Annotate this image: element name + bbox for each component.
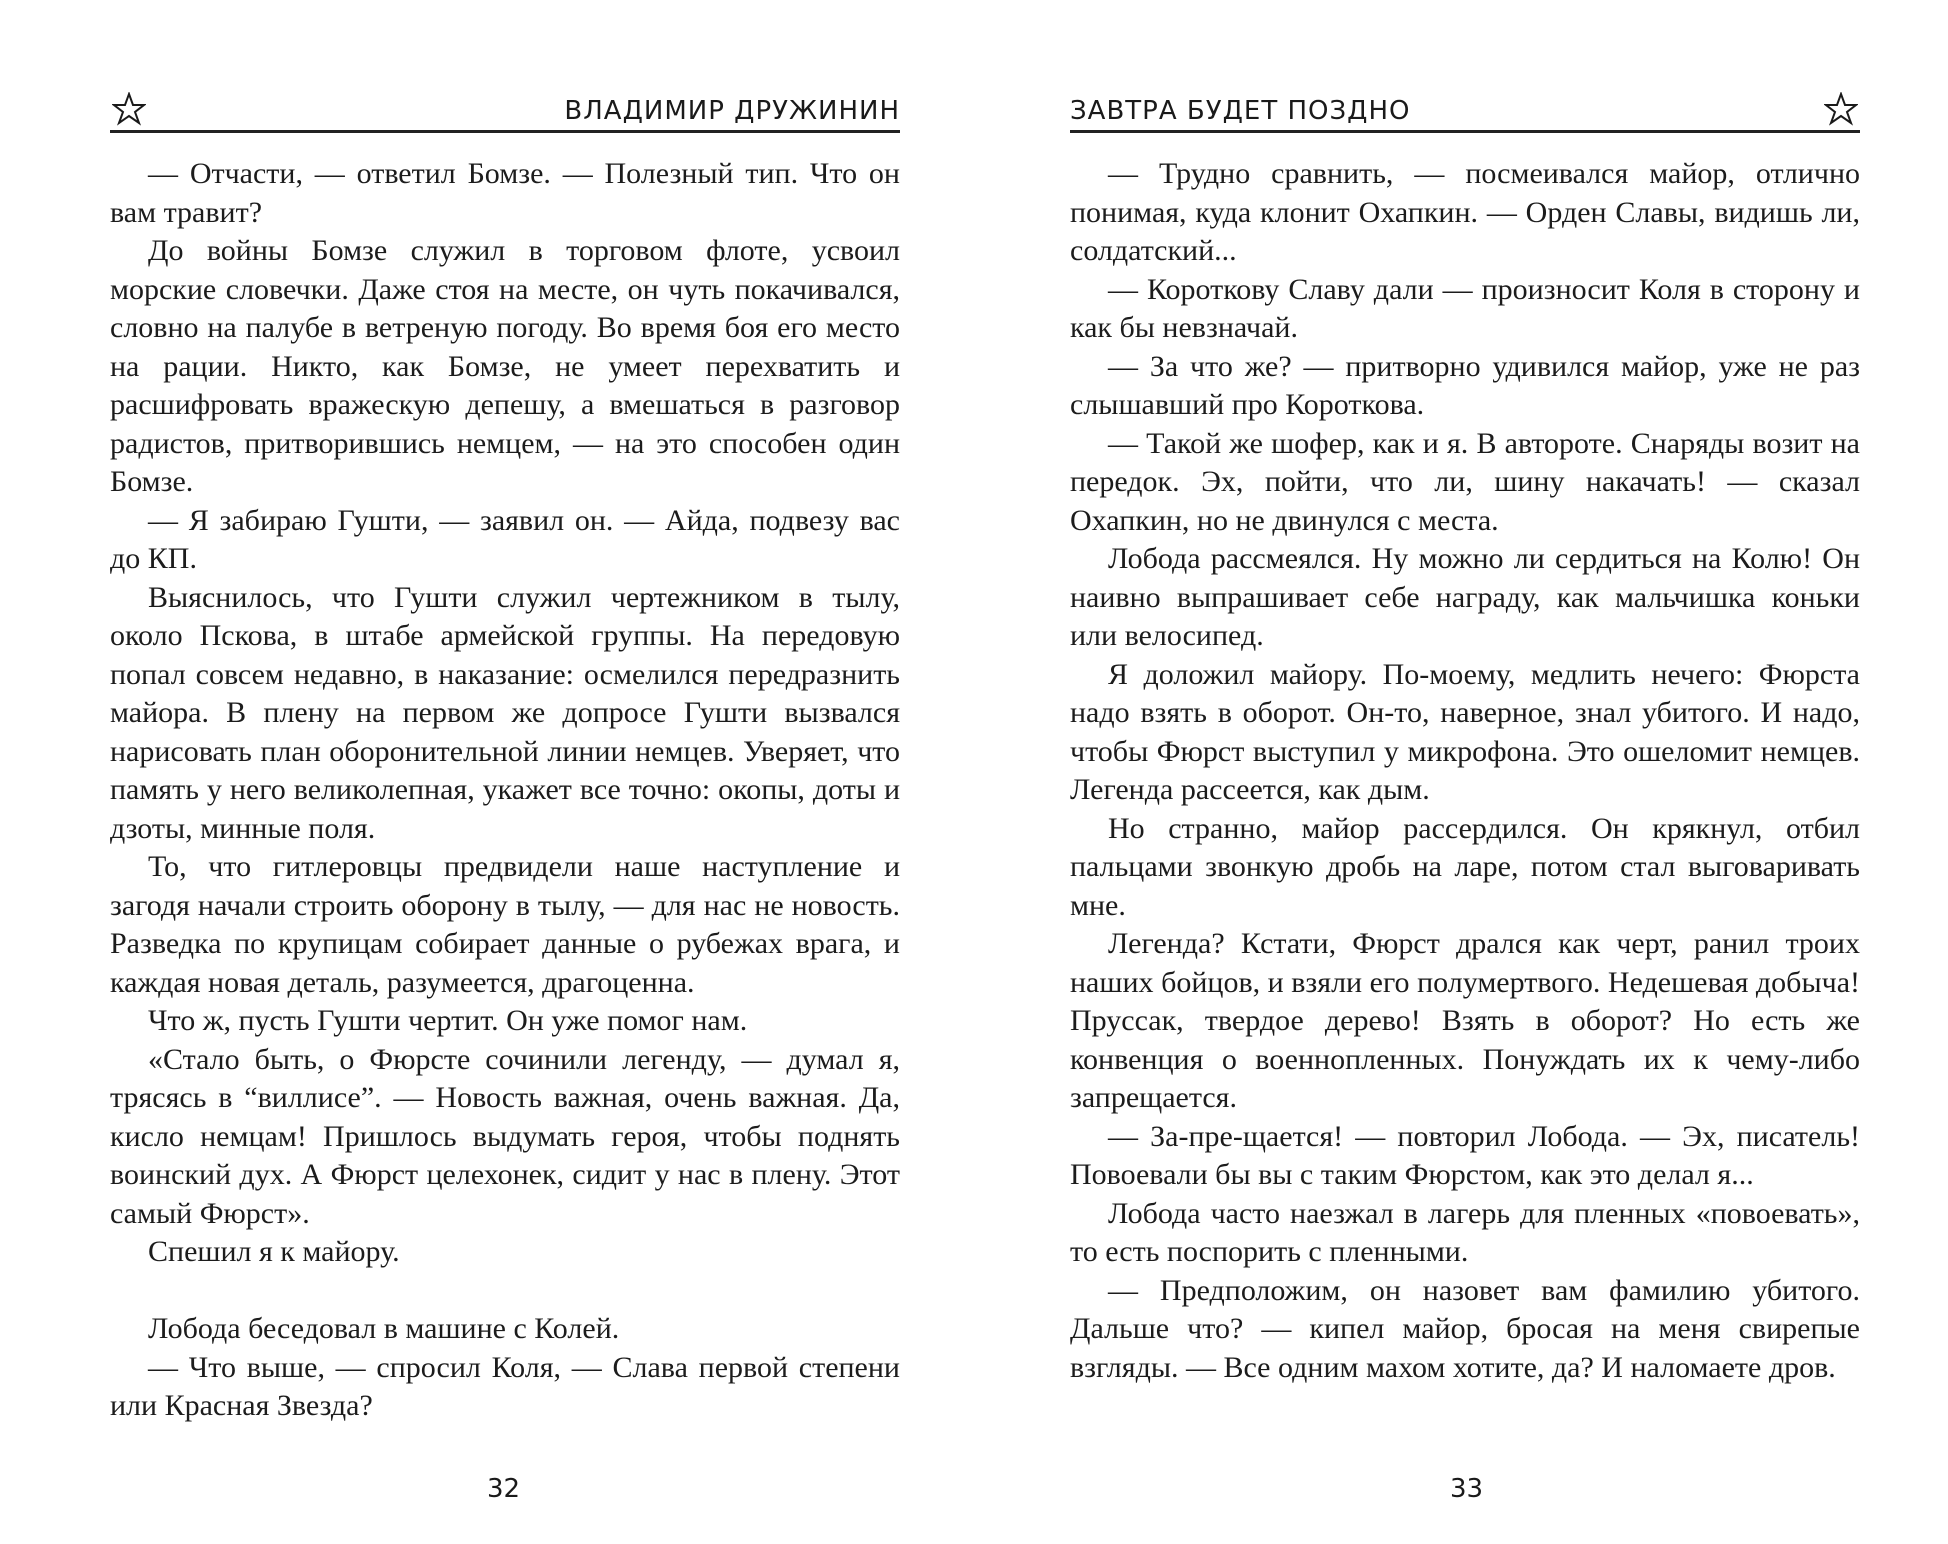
- running-header: [1070, 82, 1860, 133]
- paragraph: Я доложил майору. По-моему, медлить нечего: Фюрста надо взять в оборот. Он-то, наверное, знал убитого. И надо, чтобы Фюрст выступил у микрофона. Это ошеломит немцев. Легенда рассеется, как дым.: [1070, 657, 1860, 806]
- paragraph: — Трудно сравнить, — посмеивался майор, отлично понимая, куда клонит Охапкин. — Орден Славы, видишь ли, солдатский...: [1070, 157, 1860, 267]
- page-number: 33: [1450, 1474, 1484, 1504]
- paragraph: — Что выше, — спросил Коля, — Слава первой степени или Красная Звезда?: [110, 1350, 900, 1422]
- paragraph: — Я забираю Гушти, — заявил он. — Айда, подвезу вас до КП.: [110, 503, 900, 575]
- paragraph: — Отчасти, — ответил Бомзе. — Полезный тип. Что он вам травит?: [110, 157, 900, 229]
- paragraph: До войны Бомзе служил в торговом флоте, усвоил морские словечки. Даже стоя на месте, он чуть покачивался, словно на палубе в ветреную погоду. Во время боя его место на рации. Никто, как Бомзе, не умеет перехватить и расшифровать вражескую депешу, а вмешаться в разговор радистов, притворившись немцем, — на это способен один Бомзе.: [110, 234, 900, 498]
- star-outline-icon: [112, 92, 146, 126]
- paragraph: Но странно, майор рассердился. Он крякнул, отбил пальцами звонкую дробь на ларе, потом стал выговаривать мне.: [1070, 811, 1860, 922]
- paragraph: — За что же? — притворно удивился майор, уже не раз слышавший про Короткова.: [1070, 349, 1860, 421]
- paragraph: То, что гитлеровцы предвидели наше наступление и загодя начали строить оборону в тылу, — для нас не новость. Разведка по крупицам собирает данные о рубежах врага, и каждая новая деталь, разумеется, драгоценна.: [110, 850, 900, 999]
- paragraph: Спешил я к майору.: [148, 1235, 400, 1268]
- paragraph: Лобода беседовал в машине с Колей.: [148, 1312, 620, 1345]
- paragraph: Лобода часто наезжал в лагерь для пленных «повоевать», то есть поспорить с пленными.: [1070, 1196, 1860, 1268]
- page-number: 32: [487, 1474, 521, 1504]
- page-body: [110, 155, 900, 1426]
- paragraph: Лобода рассмеялся. Ну можно ли сердиться на Колю! Он наивно выпрашивает себе награду, как мальчишка коньки или велосипед.: [1070, 542, 1860, 652]
- paragraph: — Предположим, он назовет вам фамилию убитого. Дальше что? — кипел майор, бросая на меня свирепые взгляды. — Все одним махом хотите, да? И наломаете дров.: [1070, 1273, 1860, 1384]
- left-page: [110, 0, 900, 1544]
- running-header: [110, 82, 900, 133]
- paragraph: «Стало быть, о Фюрсте сочинили легенду, — думал я, трясясь в “виллисе”. — Новость важная, очень важная. Да, кисло немцам! Пришлось выдумать героя, чтобы поднять воинский дух. А Фюрст целехонек, сидит у нас в плену. Этот самый Фюрст».: [110, 1042, 900, 1230]
- paragraph: — Короткову Славу дали — произносит Коля в сторону и как бы невзначай.: [1070, 272, 1860, 344]
- page-body: [1070, 155, 1860, 1387]
- paragraph: Выяснилось, что Гушти служил чертежником в тылу, около Пскова, в штабе армейской группы. На передовую попал совсем недавно, в наказание: осмелился передразнить майора. В плену на первом же допросе Гушти вызвался нарисовать план оборонительной линии немцев. Уверяет, что память у него великолепная, укажет все точно: окопы, доты и дзоты, минные поля.: [110, 580, 900, 845]
- paragraph: Что ж, пусть Гушти чертит. Он уже помог нам.: [148, 1004, 748, 1037]
- paragraph: Легенда? Кстати, Фюрст дрался как черт, ранил троих наших бойцов, и взяли его полумертвого. Недешевая добыча! Пруссак, твердое дерево! Взять в оборот? Но есть же конвенция о военнопленных. Понуждать их к чему-либо запрещается.: [1070, 927, 1860, 1114]
- right-page: [1070, 0, 1860, 1544]
- paragraph: — Такой же шофер, как и я. В автороте. Снаряды возит на передок. Эх, пойти, что ли, шину накачать! — сказал Охапкин, но не двинулся с места.: [1070, 426, 1860, 537]
- star-outline-icon: [1824, 92, 1858, 126]
- header-title: ВЛАДИМИР ДРУЖИНИН: [564, 96, 900, 126]
- header-title: ЗАВТРА БУДЕТ ПОЗДНО: [1070, 96, 1411, 126]
- paragraph: — За-пре-щается! — повторил Лобода. — Эх, писатель! Повоевали бы вы с таким Фюрстом, как это делал я...: [1070, 1119, 1860, 1191]
